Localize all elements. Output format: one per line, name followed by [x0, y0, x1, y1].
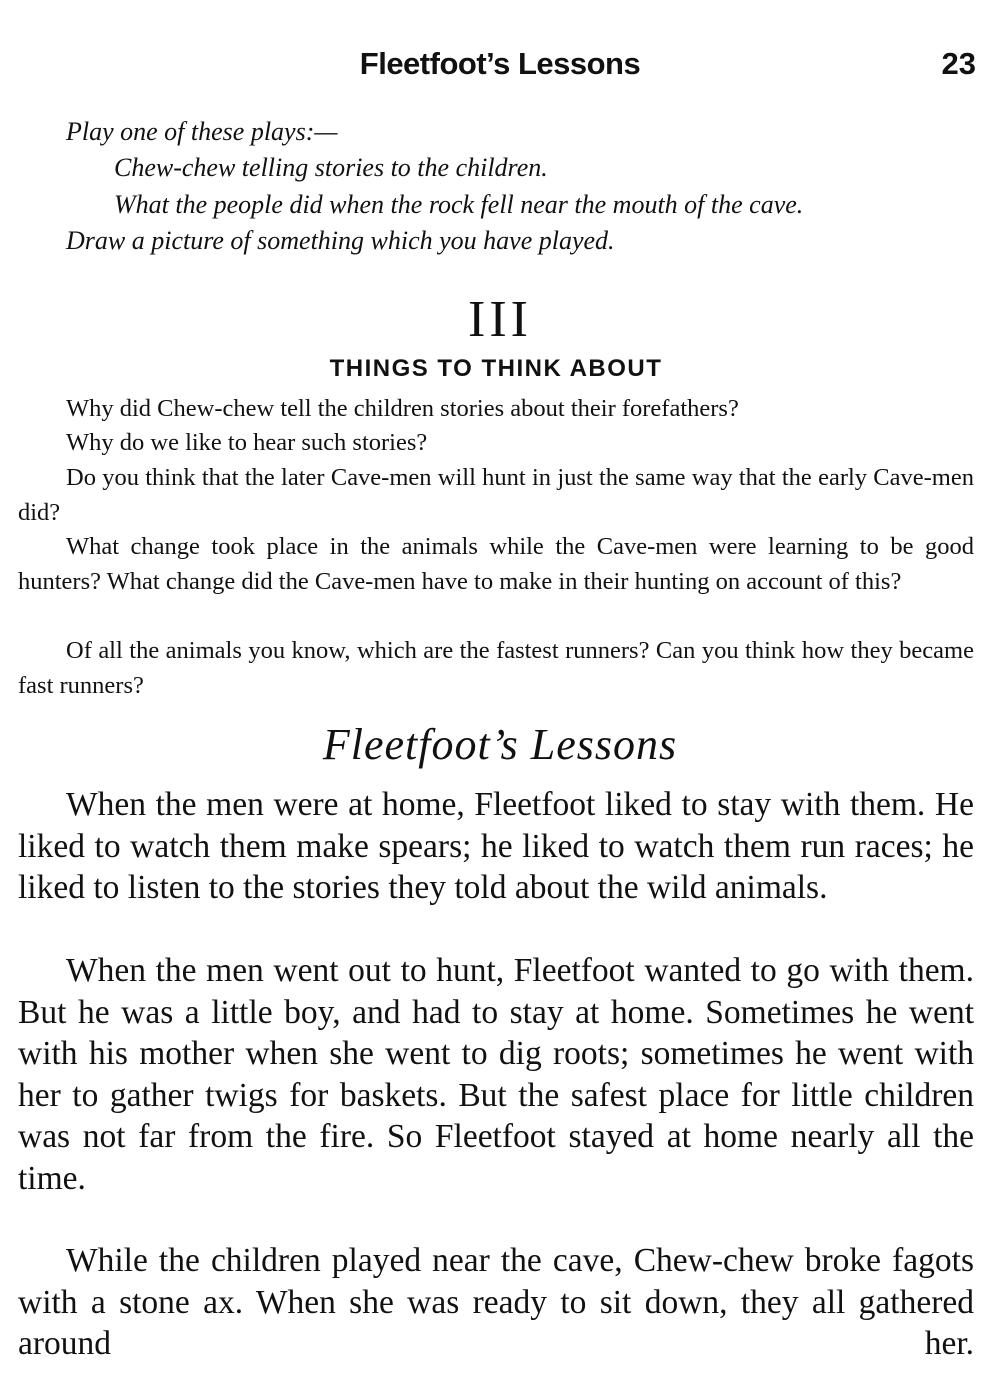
page-number: 23: [941, 46, 976, 81]
question: Do you think that the later Cave-men will hunt in just the same way that the early Cave-men did?: [18, 464, 974, 526]
story-title: Fleetfoot’s Lessons: [322, 720, 678, 769]
question: Of all the animals you know, which are the fastest runners? Can you think how they became fast runners?: [18, 637, 974, 699]
exercise-line: Play one of these plays:—: [66, 117, 338, 146]
story-paragraph: When the men went out to hunt, Fleetfoot wanted to go with them. But he was a little boy, and had to stay at home. Sometimes he went with his mother when she went to dig roots; sometimes he went with her to gather twigs for baskets. But the safest place for little children was not far from the fire. So Fleetfoot stayed at home nearly all the time.: [18, 952, 974, 1197]
section-numeral: III: [468, 291, 532, 348]
exercise-line: What the people did when the rock fell near the mouth of the cave.: [114, 190, 804, 219]
running-title: Fleetfoot’s Lessons: [359, 46, 641, 81]
section-heading: THINGS TO THINK ABOUT: [329, 355, 663, 382]
story-paragraph: When the men were at home, Fleetfoot liked to stay with them. He liked to watch them make spears; he liked to watch them run races; he liked to listen to the stories they told about the wild animals.: [18, 786, 974, 906]
exercise-line: Draw a picture of something which you have played.: [66, 226, 615, 255]
question: Why do we like to hear such stories?: [66, 429, 428, 456]
story-paragraph: While the children played near the cave, Chew-chew broke fagots with a stone ax. When she was ready to sit down, they all gathered around her.: [18, 1242, 974, 1362]
question: What change took place in the animals while the Cave-men were learning to be good hunters? What change did the Cave-men have to make in their hunting on account of this?: [18, 533, 974, 595]
question: Why did Chew-chew tell the children stories about their forefathers?: [66, 395, 739, 422]
exercise-line: Chew-chew telling stories to the children.: [114, 153, 548, 182]
